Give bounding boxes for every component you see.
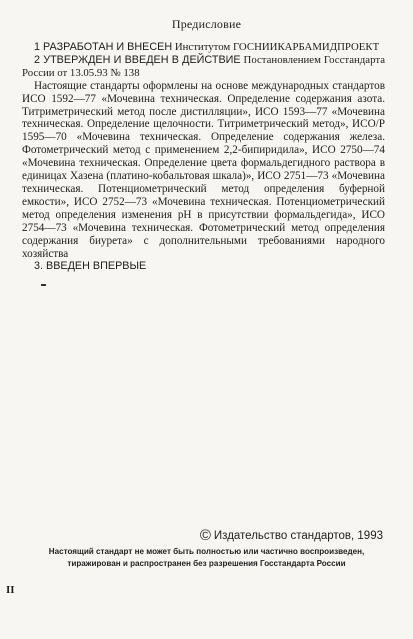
paragraph-rest: Постановлением Госстандарта России от 13.05.93 № 138	[22, 53, 385, 79]
paragraph-approved	[22, 54, 385, 80]
notice-line: тиражирован и распространен без разрешения Госстандарта России	[67, 559, 346, 568]
reproduction-notice	[0, 546, 413, 570]
paragraph-developed-by	[22, 41, 385, 54]
notice-line: Настоящий стандарт не может быть полностью или частично воспроизведен,	[48, 547, 365, 556]
paragraph-lead: 1 РАЗРАБОТАН И ВНЕСЕН	[34, 41, 173, 53]
paragraph-iso-basis: Настоящие стандарты оформлены на основе международных стандартов ИСО 1592—77 «Мочевина техническая. Определение содержания азота. Титриметрический метод после дистилляции», ИСО 1593—77 «Мочевина техническая. Определение щелочности. Титриметрический метод», ИСО/Р 1595—70 «Мочевина техническая. Определение содержания железа. Фотометрический метод с применением 2,2-бипиридила», ИСО 2750—74 «Мочевина техническая. Определение цвета формальдегидного раствора в единицах Хазена (платино-кобальтовая шкала)», ИСО 2751—73 «Мочевина техническая. Потенциометрический метод определения буферной емкости», ИСО 2752—73 «Мочевина техническая. Потенциометрический метод определения изменения рН в присутствии формальдегида», ИСО 2754—73 «Мочевина техническая. Фотометрический метод определения содержания биурета» с дополнительными требованиями народного хозяйства	[22, 79, 385, 260]
copyright-text: Издательство стандартов, 1993	[213, 530, 383, 542]
copyright-icon: ©	[199, 527, 211, 544]
stray-dash-mark	[41, 284, 46, 286]
foreword-body	[22, 41, 385, 273]
paragraph-rest: Институтом ГОСНИИКАРБАМИДПРОЕКТ	[172, 41, 380, 53]
copyright-line	[200, 527, 383, 544]
paragraph-lead: 3. ВВЕДЕН ВПЕРВЫЕ	[34, 260, 147, 273]
paragraph-introduced-first	[22, 260, 385, 273]
page-number: II	[6, 584, 15, 596]
paragraph-lead: 2 УТВЕРЖДЕН И ВВЕДЕН В ДЕЙСТВИЕ	[34, 53, 241, 66]
page-heading: Предисловие	[171, 17, 242, 31]
